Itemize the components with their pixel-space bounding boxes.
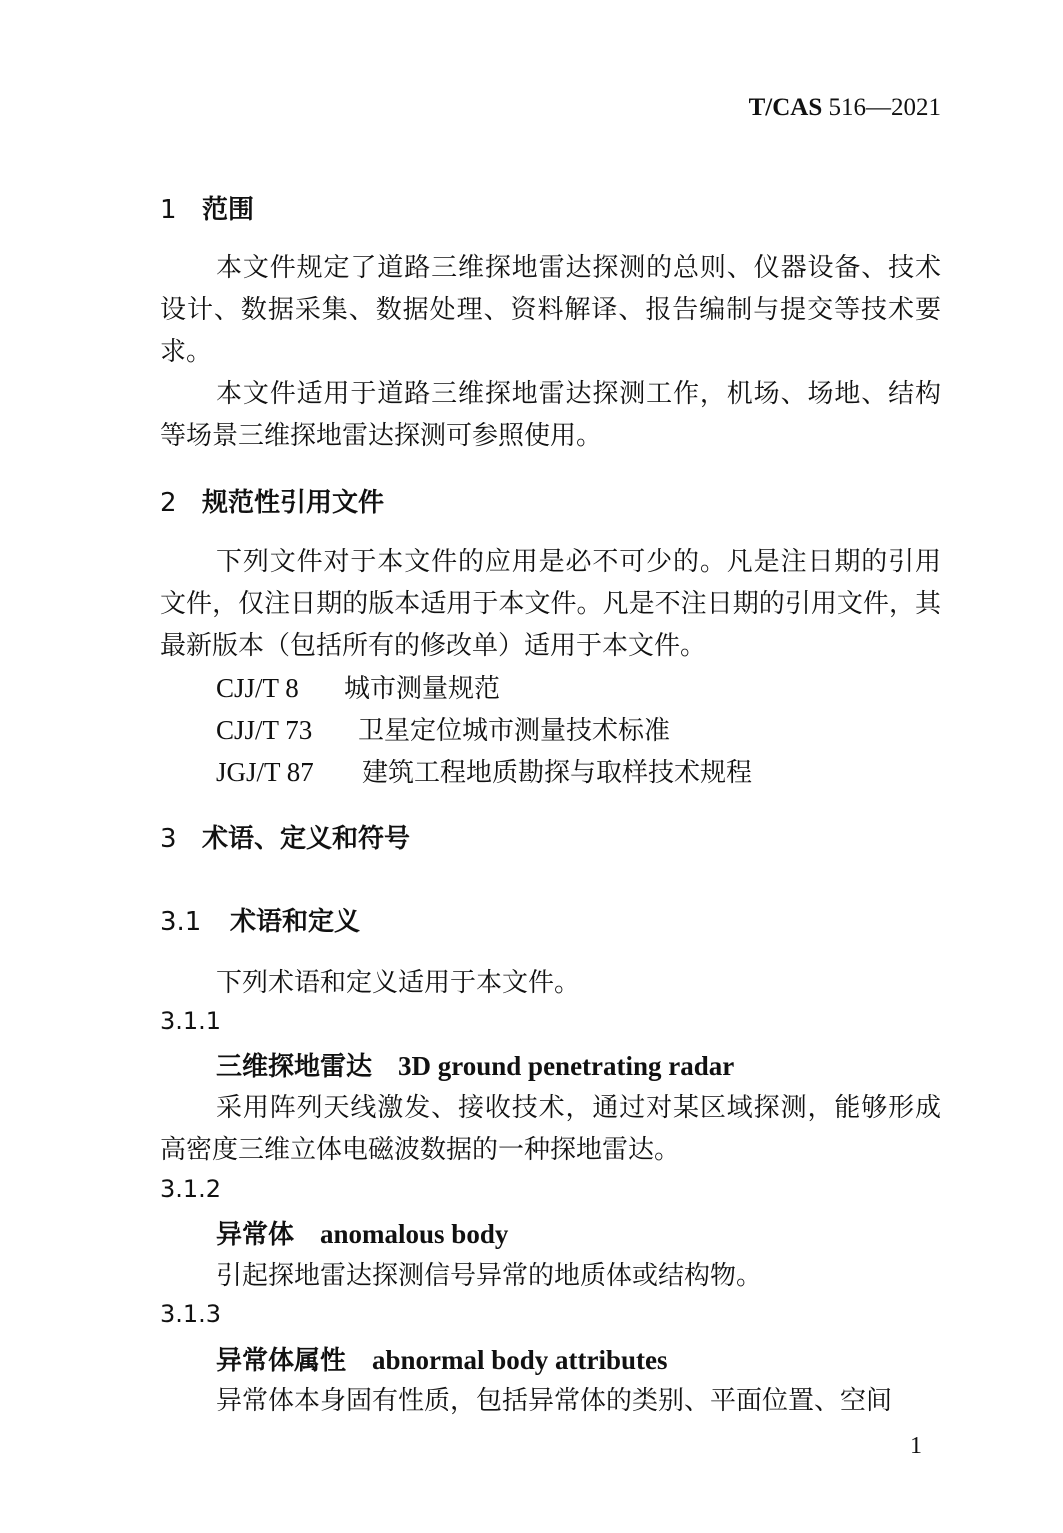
scope-paragraph-1: 本文件规定了道路三维探地雷达探测的总则、仪器设备、技术设计、数据采集、数据处理、资料解译、报告编制与提交等技术要求。 [160, 253, 941, 367]
reference-title: 建筑工程地质勘探与取样技术规程 [362, 758, 753, 788]
term-definition: 异常体本身固有性质，包括异常体的类别、平面位置、空间 [216, 1386, 893, 1416]
term-definition: 采用阵列天线激发、接收技术，通过对某区域探测，能够形成高密度三维立体电磁波数据的一种探地雷达。 [160, 1093, 941, 1165]
references-paragraph: 下列文件对于本文件的应用是必不可少的。凡是注日期的引用文件，仅注日期的版本适用于本文件。凡是不注日期的引用文件，其最新版本（包括所有的修改单）适用于本文件。 [160, 547, 941, 661]
standard-code: T/CAS 516—2021 [748, 94, 941, 121]
section-number: 3 [160, 824, 177, 854]
reference-title: 城市测量规范 [344, 674, 501, 704]
term-chinese: 异常体属性 [216, 1346, 347, 1376]
term-heading [216, 1214, 508, 1251]
reference-item [216, 752, 752, 789]
scope-paragraph-2: 本文件适用于道路三维探地雷达探测工作，机场、场地、结构等场景三维探地雷达探测可参照使用。 [160, 379, 941, 451]
reference-code: JGJ/T 87 [216, 757, 314, 787]
subsection-3-1-heading [160, 901, 360, 938]
section-title: 术语、定义和符号 [202, 824, 411, 854]
reference-code: CJJ/T 8 [216, 673, 299, 703]
section-title: 范围 [202, 195, 255, 225]
reference-title: 卫星定位城市测量技术标准 [358, 716, 671, 746]
term-heading [216, 1046, 734, 1083]
section-3-heading [160, 818, 410, 855]
reference-item [216, 710, 670, 747]
term-chinese: 异常体 [216, 1220, 295, 1250]
section-number: 1 [160, 195, 177, 225]
term-heading [216, 1340, 668, 1377]
section-1-heading [160, 189, 254, 226]
term-english: abnormal body attributes [372, 1345, 668, 1375]
term-english: 3D ground penetrating radar [398, 1051, 735, 1081]
term-definition: 引起探地雷达探测信号异常的地质体或结构物。 [216, 1261, 763, 1291]
subsection-title: 术语和定义 [230, 907, 361, 937]
section-2-heading [160, 482, 384, 519]
section-number: 2 [160, 488, 177, 518]
term-number: 3.1.3 [160, 1300, 222, 1328]
term-number: 3.1.1 [160, 1007, 222, 1035]
page-number: 1 [910, 1433, 922, 1459]
subsection-number: 3.1 [160, 907, 202, 937]
terms-intro: 下列术语和定义适用于本文件。 [216, 968, 581, 998]
reference-item [216, 668, 500, 705]
reference-code: CJJ/T 73 [216, 715, 313, 745]
term-chinese: 三维探地雷达 [216, 1052, 373, 1082]
term-number: 3.1.2 [160, 1175, 222, 1203]
section-title: 规范性引用文件 [202, 488, 385, 518]
term-english: anomalous body [320, 1219, 509, 1249]
